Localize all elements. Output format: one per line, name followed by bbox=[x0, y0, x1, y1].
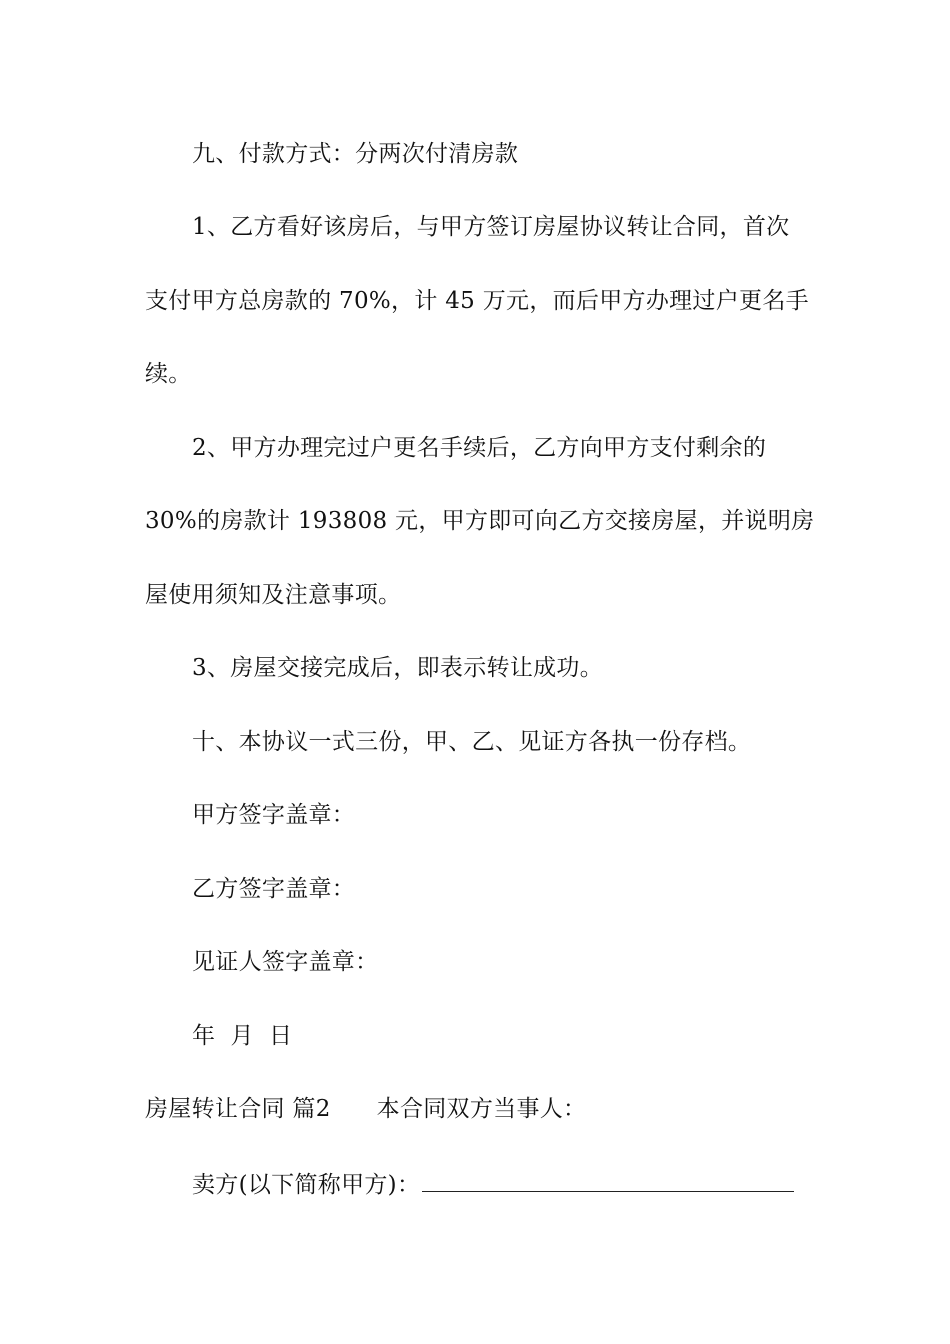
clause-9-item-3: 3、房屋交接完成后，即表示转让成功。 bbox=[192, 655, 604, 681]
section-2-heading-row bbox=[145, 1093, 807, 1125]
clause-9-item-2-line-2: 30%的房款计 193808 元，甲方即可向乙方交接房屋，并说明房 bbox=[145, 508, 815, 534]
party-b-signature-label: 乙方签字盖章： bbox=[192, 876, 356, 902]
seller-name-blank bbox=[422, 1167, 794, 1192]
witness-signature-label: 见证人签字盖章： bbox=[192, 949, 379, 975]
date-line: 年 月 日 bbox=[192, 1023, 293, 1049]
clause-9-item-2-line-1: 2、甲方办理完过户更名手续后，乙方向甲方支付剩余的 bbox=[192, 435, 767, 461]
clause-9-item-2-line-3: 屋使用须知及注意事项。 bbox=[145, 582, 402, 608]
party-a-signature-label: 甲方签字盖章： bbox=[192, 802, 356, 828]
section-2-heading: 房屋转让合同 篇2 bbox=[145, 1096, 331, 1122]
clause-9-item-1-line-1: 1、乙方看好该房后，与甲方签订房屋协议转让合同，首次 bbox=[192, 214, 790, 240]
section-2-intro: 本合同双方当事人： bbox=[376, 1096, 587, 1122]
clause-9-payment-method: 九、付款方式：分两次付清房款 bbox=[192, 141, 519, 167]
clause-9-item-1-line-2: 支付甲方总房款的 70%，计 45 万元，而后甲方办理过户更名手 bbox=[145, 288, 809, 314]
clause-9-item-1-line-3: 续。 bbox=[145, 361, 192, 387]
seller-row bbox=[192, 1167, 807, 1201]
clause-10-copies: 十、本协议一式三份，甲、乙、见证方各执一份存档。 bbox=[192, 729, 752, 755]
seller-label: 卖方(以下简称甲方)： bbox=[192, 1172, 421, 1198]
